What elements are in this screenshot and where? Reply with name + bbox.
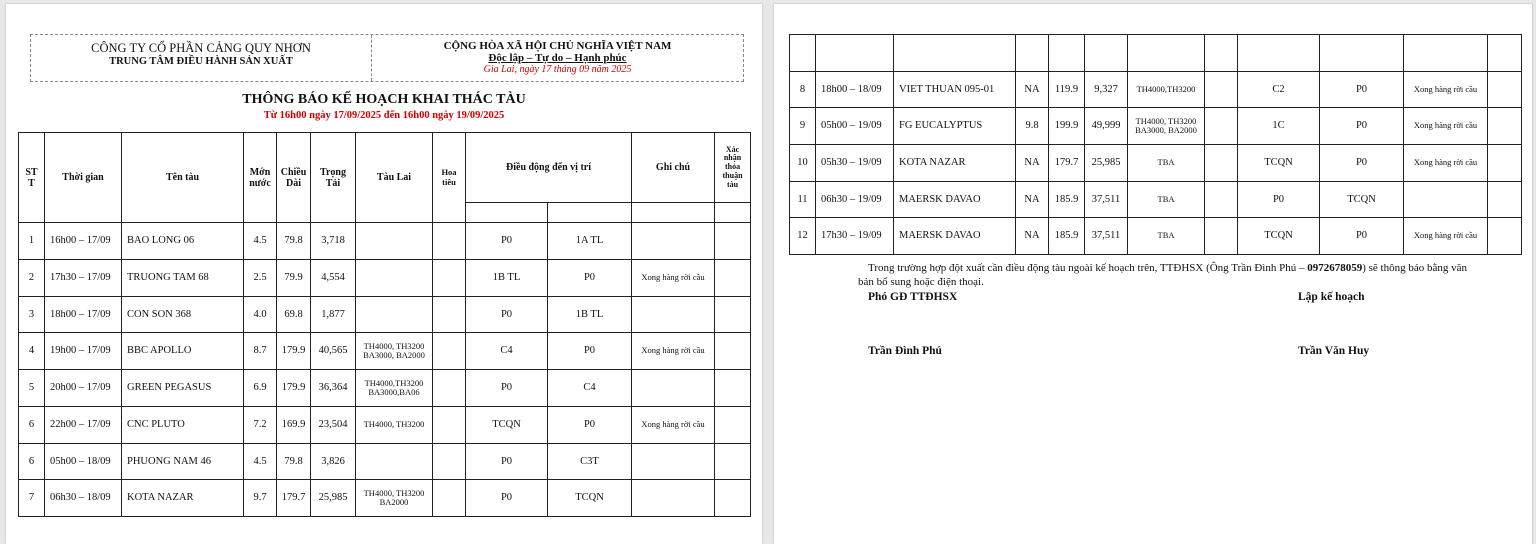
table-row — [790, 218, 1522, 255]
col-header-pilot: Hoa tiêu — [433, 133, 466, 223]
cell-length: 179.7 — [1049, 145, 1085, 182]
cell-tug — [356, 297, 433, 333]
cell-time: 05h00 – 19/09 — [816, 108, 894, 145]
cell-from: TCQN — [1238, 218, 1320, 255]
cell-tug: TH4000,TH3200 — [1128, 72, 1205, 108]
cell-pilot — [1205, 218, 1238, 255]
signature-left-name: Trần Đình Phú — [868, 345, 942, 357]
cell-stt: 9 — [790, 108, 816, 145]
cell-note: Xong hàng rời cầu — [1404, 72, 1488, 108]
cell-length: 185.9 — [1049, 218, 1085, 255]
cell-time: 22h00 – 17/09 — [45, 407, 122, 444]
cell-length: 69.8 — [277, 297, 311, 333]
note-text-end: ) sẽ thông báo bằng văn bản bổ sung hoặc điện thoại. — [858, 262, 1468, 288]
cell-from: C2 — [1238, 72, 1320, 108]
cell-note: Xong hàng rời cầu — [632, 407, 715, 444]
signature-left-title: Phó GĐ TTĐHSX — [868, 291, 958, 303]
cell-confirm — [715, 333, 751, 370]
cell-ship-name: KOTA NAZAR — [122, 480, 244, 517]
national-title: CỘNG HÒA XÃ HỘI CHỦ NGHĨA VIỆT NAM — [443, 40, 672, 52]
cell-confirm — [715, 297, 751, 333]
cell-time: 17h30 – 17/09 — [45, 260, 122, 297]
cell-pilot — [1205, 108, 1238, 145]
cell-dwt: 25,985 — [1085, 145, 1128, 182]
cell-from: P0 — [466, 444, 548, 480]
cell-tug: TH4000, TH3200 — [356, 407, 433, 444]
cell-confirm — [1488, 182, 1522, 218]
cell-stt: 4 — [19, 333, 45, 370]
national-motto: Độc lập – Tự do – Hạnh phúc — [488, 52, 627, 64]
cell-from: 1C — [1238, 108, 1320, 145]
col-header-note: Ghi chú — [632, 133, 715, 203]
table-row — [19, 260, 751, 297]
cell-stt: 2 — [19, 260, 45, 297]
col-header-dwt: Trọng Tải — [311, 133, 356, 223]
col-header-ship: Tên tàu — [122, 133, 244, 223]
cell-pilot — [1205, 145, 1238, 182]
cell-confirm — [715, 480, 751, 517]
col-header-length: Chiều Dài — [277, 133, 311, 223]
cell-to: P0 — [548, 260, 632, 297]
cell-pilot — [433, 444, 466, 480]
cell-confirm — [715, 260, 751, 297]
contingency-note — [858, 262, 1478, 290]
col-subheader-note — [632, 203, 715, 223]
cell-from: TCQN — [1238, 145, 1320, 182]
cell-length: 185.9 — [1049, 182, 1085, 218]
cell-length: 179.9 — [277, 333, 311, 370]
cell-to: 1B TL — [548, 297, 632, 333]
document-title: THÔNG BÁO KẾ HOẠCH KHAI THÁC TÀU — [242, 92, 526, 107]
cell-dwt: 23,504 — [311, 407, 356, 444]
cell-to: P0 — [1320, 72, 1404, 108]
cell-ship-name: MAERSK DAVAO — [894, 218, 1016, 255]
empty-cell — [1238, 35, 1320, 72]
cell-stt: 1 — [19, 223, 45, 260]
cell-dwt: 9,327 — [1085, 72, 1128, 108]
cell-ship-name: TRUONG TAM 68 — [122, 260, 244, 297]
empty-cell — [1128, 35, 1205, 72]
cell-time: 16h00 – 17/09 — [45, 223, 122, 260]
cell-stt: 6 — [19, 407, 45, 444]
cell-time: 18h00 – 18/09 — [816, 72, 894, 108]
col-header-stt: ST T — [19, 133, 45, 223]
department-name: TRUNG TÂM ĐIỀU HÀNH SẢN XUẤT — [109, 56, 293, 67]
table-header-row-empty — [790, 35, 1522, 72]
cell-from: P0 — [466, 480, 548, 517]
cell-ship-name: CON SON 368 — [122, 297, 244, 333]
cell-stt: 7 — [19, 480, 45, 517]
cell-tug: TH4000, TH3200 BA3000, BA2000 — [1128, 108, 1205, 145]
cell-tug: TBA — [1128, 145, 1205, 182]
ship-plan-table — [18, 132, 751, 517]
cell-ship-name: VIET THUAN 095-01 — [894, 72, 1016, 108]
col-header-tug: Tàu Lai — [356, 133, 433, 223]
cell-confirm — [1488, 72, 1522, 108]
cell-to: P0 — [1320, 108, 1404, 145]
cell-time: 19h00 – 17/09 — [45, 333, 122, 370]
cell-to: TCQN — [548, 480, 632, 517]
cell-stt: 3 — [19, 297, 45, 333]
cell-to: 1A TL — [548, 223, 632, 260]
note-phone: 0972678059 — [1307, 262, 1363, 274]
table-row — [790, 182, 1522, 218]
table-body-page1 — [19, 223, 751, 517]
cell-dwt: 3,718 — [311, 223, 356, 260]
company-name: CÔNG TY CỔ PHẦN CẢNG QUY NHƠN — [91, 41, 311, 55]
cell-stt: 12 — [790, 218, 816, 255]
cell-draft: 7.2 — [244, 407, 277, 444]
cell-to: P0 — [1320, 145, 1404, 182]
cell-draft: NA — [1016, 218, 1049, 255]
cell-dwt: 25,985 — [311, 480, 356, 517]
cell-stt: 6 — [19, 444, 45, 480]
empty-cell — [1085, 35, 1128, 72]
empty-cell — [1049, 35, 1085, 72]
cell-confirm — [715, 223, 751, 260]
table-row — [19, 223, 751, 260]
cell-note — [632, 297, 715, 333]
table-row — [19, 370, 751, 407]
cell-from: P0 — [466, 297, 548, 333]
cell-dwt: 49,999 — [1085, 108, 1128, 145]
cell-stt: 8 — [790, 72, 816, 108]
cell-pilot — [433, 223, 466, 260]
cell-note: Xong hàng rời cầu — [1404, 108, 1488, 145]
col-subheader-confirm — [715, 203, 751, 223]
cell-length: 169.9 — [277, 407, 311, 444]
cell-length: 199.9 — [1049, 108, 1085, 145]
cell-ship-name: BBC APOLLO — [122, 333, 244, 370]
cell-confirm — [1488, 145, 1522, 182]
cell-time: 06h30 – 19/09 — [816, 182, 894, 218]
table-row — [19, 480, 751, 517]
col-header-confirm: Xác nhận thỏa thuận tàu — [715, 133, 751, 203]
table-row — [790, 108, 1522, 145]
cell-pilot — [433, 407, 466, 444]
cell-from: P0 — [1238, 182, 1320, 218]
col-header-berth: Điều động đến vị trí — [466, 133, 632, 203]
cell-note — [632, 223, 715, 260]
table-row — [19, 297, 751, 333]
signature-right-title: Lập kế hoạch — [1298, 291, 1365, 303]
cell-confirm — [715, 407, 751, 444]
cell-pilot — [433, 370, 466, 407]
document-page-2 — [774, 4, 1532, 544]
cell-tug: TBA — [1128, 182, 1205, 218]
cell-to: TCQN — [1320, 182, 1404, 218]
cell-draft: NA — [1016, 145, 1049, 182]
cell-stt: 11 — [790, 182, 816, 218]
cell-tug: TBA — [1128, 218, 1205, 255]
ship-plan-table-continued — [789, 34, 1522, 255]
empty-cell — [1016, 35, 1049, 72]
cell-time: 06h30 – 18/09 — [45, 480, 122, 517]
empty-cell — [816, 35, 894, 72]
empty-cell — [894, 35, 1016, 72]
cell-pilot — [433, 333, 466, 370]
cell-length: 179.9 — [277, 370, 311, 407]
col-subheader-to — [548, 203, 632, 223]
table-header-row — [19, 133, 751, 203]
table-row — [19, 333, 751, 370]
cell-pilot — [433, 260, 466, 297]
cell-pilot — [433, 297, 466, 333]
cell-draft: 9.7 — [244, 480, 277, 517]
table-row — [19, 444, 751, 480]
cell-note — [632, 444, 715, 480]
cell-tug — [356, 223, 433, 260]
cell-ship-name: KOTA NAZAR — [894, 145, 1016, 182]
empty-cell — [1404, 35, 1488, 72]
cell-pilot — [433, 480, 466, 517]
cell-to: P0 — [548, 407, 632, 444]
letterhead — [30, 34, 744, 82]
cell-note: Xong hàng rời cầu — [1404, 218, 1488, 255]
cell-tug: TH4000, TH3200 BA2000 — [356, 480, 433, 517]
cell-note: Xong hàng rời cầu — [632, 333, 715, 370]
cell-draft: 4.0 — [244, 297, 277, 333]
cell-pilot — [1205, 182, 1238, 218]
cell-time: 20h00 – 17/09 — [45, 370, 122, 407]
empty-cell — [1205, 35, 1238, 72]
cell-to: P0 — [548, 333, 632, 370]
cell-dwt: 37,511 — [1085, 182, 1128, 218]
cell-stt: 5 — [19, 370, 45, 407]
cell-length: 79.8 — [277, 223, 311, 260]
cell-from: C4 — [466, 333, 548, 370]
letterhead-left — [31, 35, 372, 81]
letterhead-right — [372, 35, 743, 81]
empty-cell — [790, 35, 816, 72]
cell-length: 119.9 — [1049, 72, 1085, 108]
cell-pilot — [1205, 72, 1238, 108]
cell-confirm — [715, 370, 751, 407]
cell-tug: TH4000,TH3200 BA3000,BA06 — [356, 370, 433, 407]
cell-draft: 2.5 — [244, 260, 277, 297]
cell-ship-name: BAO LONG 06 — [122, 223, 244, 260]
table-row — [19, 407, 751, 444]
cell-dwt: 3,826 — [311, 444, 356, 480]
cell-to: C4 — [548, 370, 632, 407]
cell-from: TCQN — [466, 407, 548, 444]
cell-ship-name: GREEN PEGASUS — [122, 370, 244, 407]
cell-draft: 4.5 — [244, 444, 277, 480]
cell-confirm — [1488, 218, 1522, 255]
cell-draft: 4.5 — [244, 223, 277, 260]
cell-from: P0 — [466, 223, 548, 260]
note-text-start: Trong trường hợp đột xuất cần điều động tàu ngoài kế hoạch trên, TTĐHSX (Ông Trần Đình Phú – — [868, 262, 1308, 274]
cell-note — [632, 370, 715, 407]
cell-length: 79.9 — [277, 260, 311, 297]
cell-tug — [356, 444, 433, 480]
empty-cell — [1488, 35, 1522, 72]
cell-stt: 10 — [790, 145, 816, 182]
cell-dwt: 4,554 — [311, 260, 356, 297]
cell-dwt: 37,511 — [1085, 218, 1128, 255]
cell-note: Xong hàng rời cầu — [632, 260, 715, 297]
cell-draft: 6.9 — [244, 370, 277, 407]
empty-cell — [1320, 35, 1404, 72]
cell-dwt: 1,877 — [311, 297, 356, 333]
cell-confirm — [1488, 108, 1522, 145]
cell-tug: TH4000, TH3200 BA3000, BA2000 — [356, 333, 433, 370]
cell-time: 17h30 – 19/09 — [816, 218, 894, 255]
cell-time: 05h30 – 19/09 — [816, 145, 894, 182]
cell-tug — [356, 260, 433, 297]
document-date: Gia Lai, ngày 17 tháng 09 năm 2025 — [483, 64, 632, 75]
cell-draft: 8.7 — [244, 333, 277, 370]
col-header-time: Thời gian — [45, 133, 122, 223]
cell-draft: NA — [1016, 72, 1049, 108]
cell-to: C3T — [548, 444, 632, 480]
cell-dwt: 40,565 — [311, 333, 356, 370]
cell-time: 05h00 – 18/09 — [45, 444, 122, 480]
table-row — [790, 145, 1522, 182]
col-header-draft: Mớn nước — [244, 133, 277, 223]
cell-time: 18h00 – 17/09 — [45, 297, 122, 333]
cell-confirm — [715, 444, 751, 480]
cell-note: Xong hàng rời cầu — [1404, 145, 1488, 182]
cell-from: 1B TL — [466, 260, 548, 297]
document-period: Từ 16h00 ngày 17/09/2025 đến 16h00 ngày 19/09/2025 — [263, 110, 505, 121]
cell-ship-name: FG EUCALYPTUS — [894, 108, 1016, 145]
table-body-page2 — [790, 72, 1522, 255]
document-page-1 — [6, 4, 762, 544]
cell-length: 179.7 — [277, 480, 311, 517]
cell-to: P0 — [1320, 218, 1404, 255]
table-row — [790, 72, 1522, 108]
cell-note — [632, 480, 715, 517]
cell-draft: 9.8 — [1016, 108, 1049, 145]
cell-draft: NA — [1016, 182, 1049, 218]
col-subheader-from — [466, 203, 548, 223]
cell-ship-name: MAERSK DAVAO — [894, 182, 1016, 218]
cell-ship-name: PHUONG NAM 46 — [122, 444, 244, 480]
cell-dwt: 36,364 — [311, 370, 356, 407]
cell-note — [1404, 182, 1488, 218]
cell-length: 79.8 — [277, 444, 311, 480]
cell-from: P0 — [466, 370, 548, 407]
cell-ship-name: CNC PLUTO — [122, 407, 244, 444]
signature-right-name: Trần Văn Huy — [1298, 345, 1370, 357]
